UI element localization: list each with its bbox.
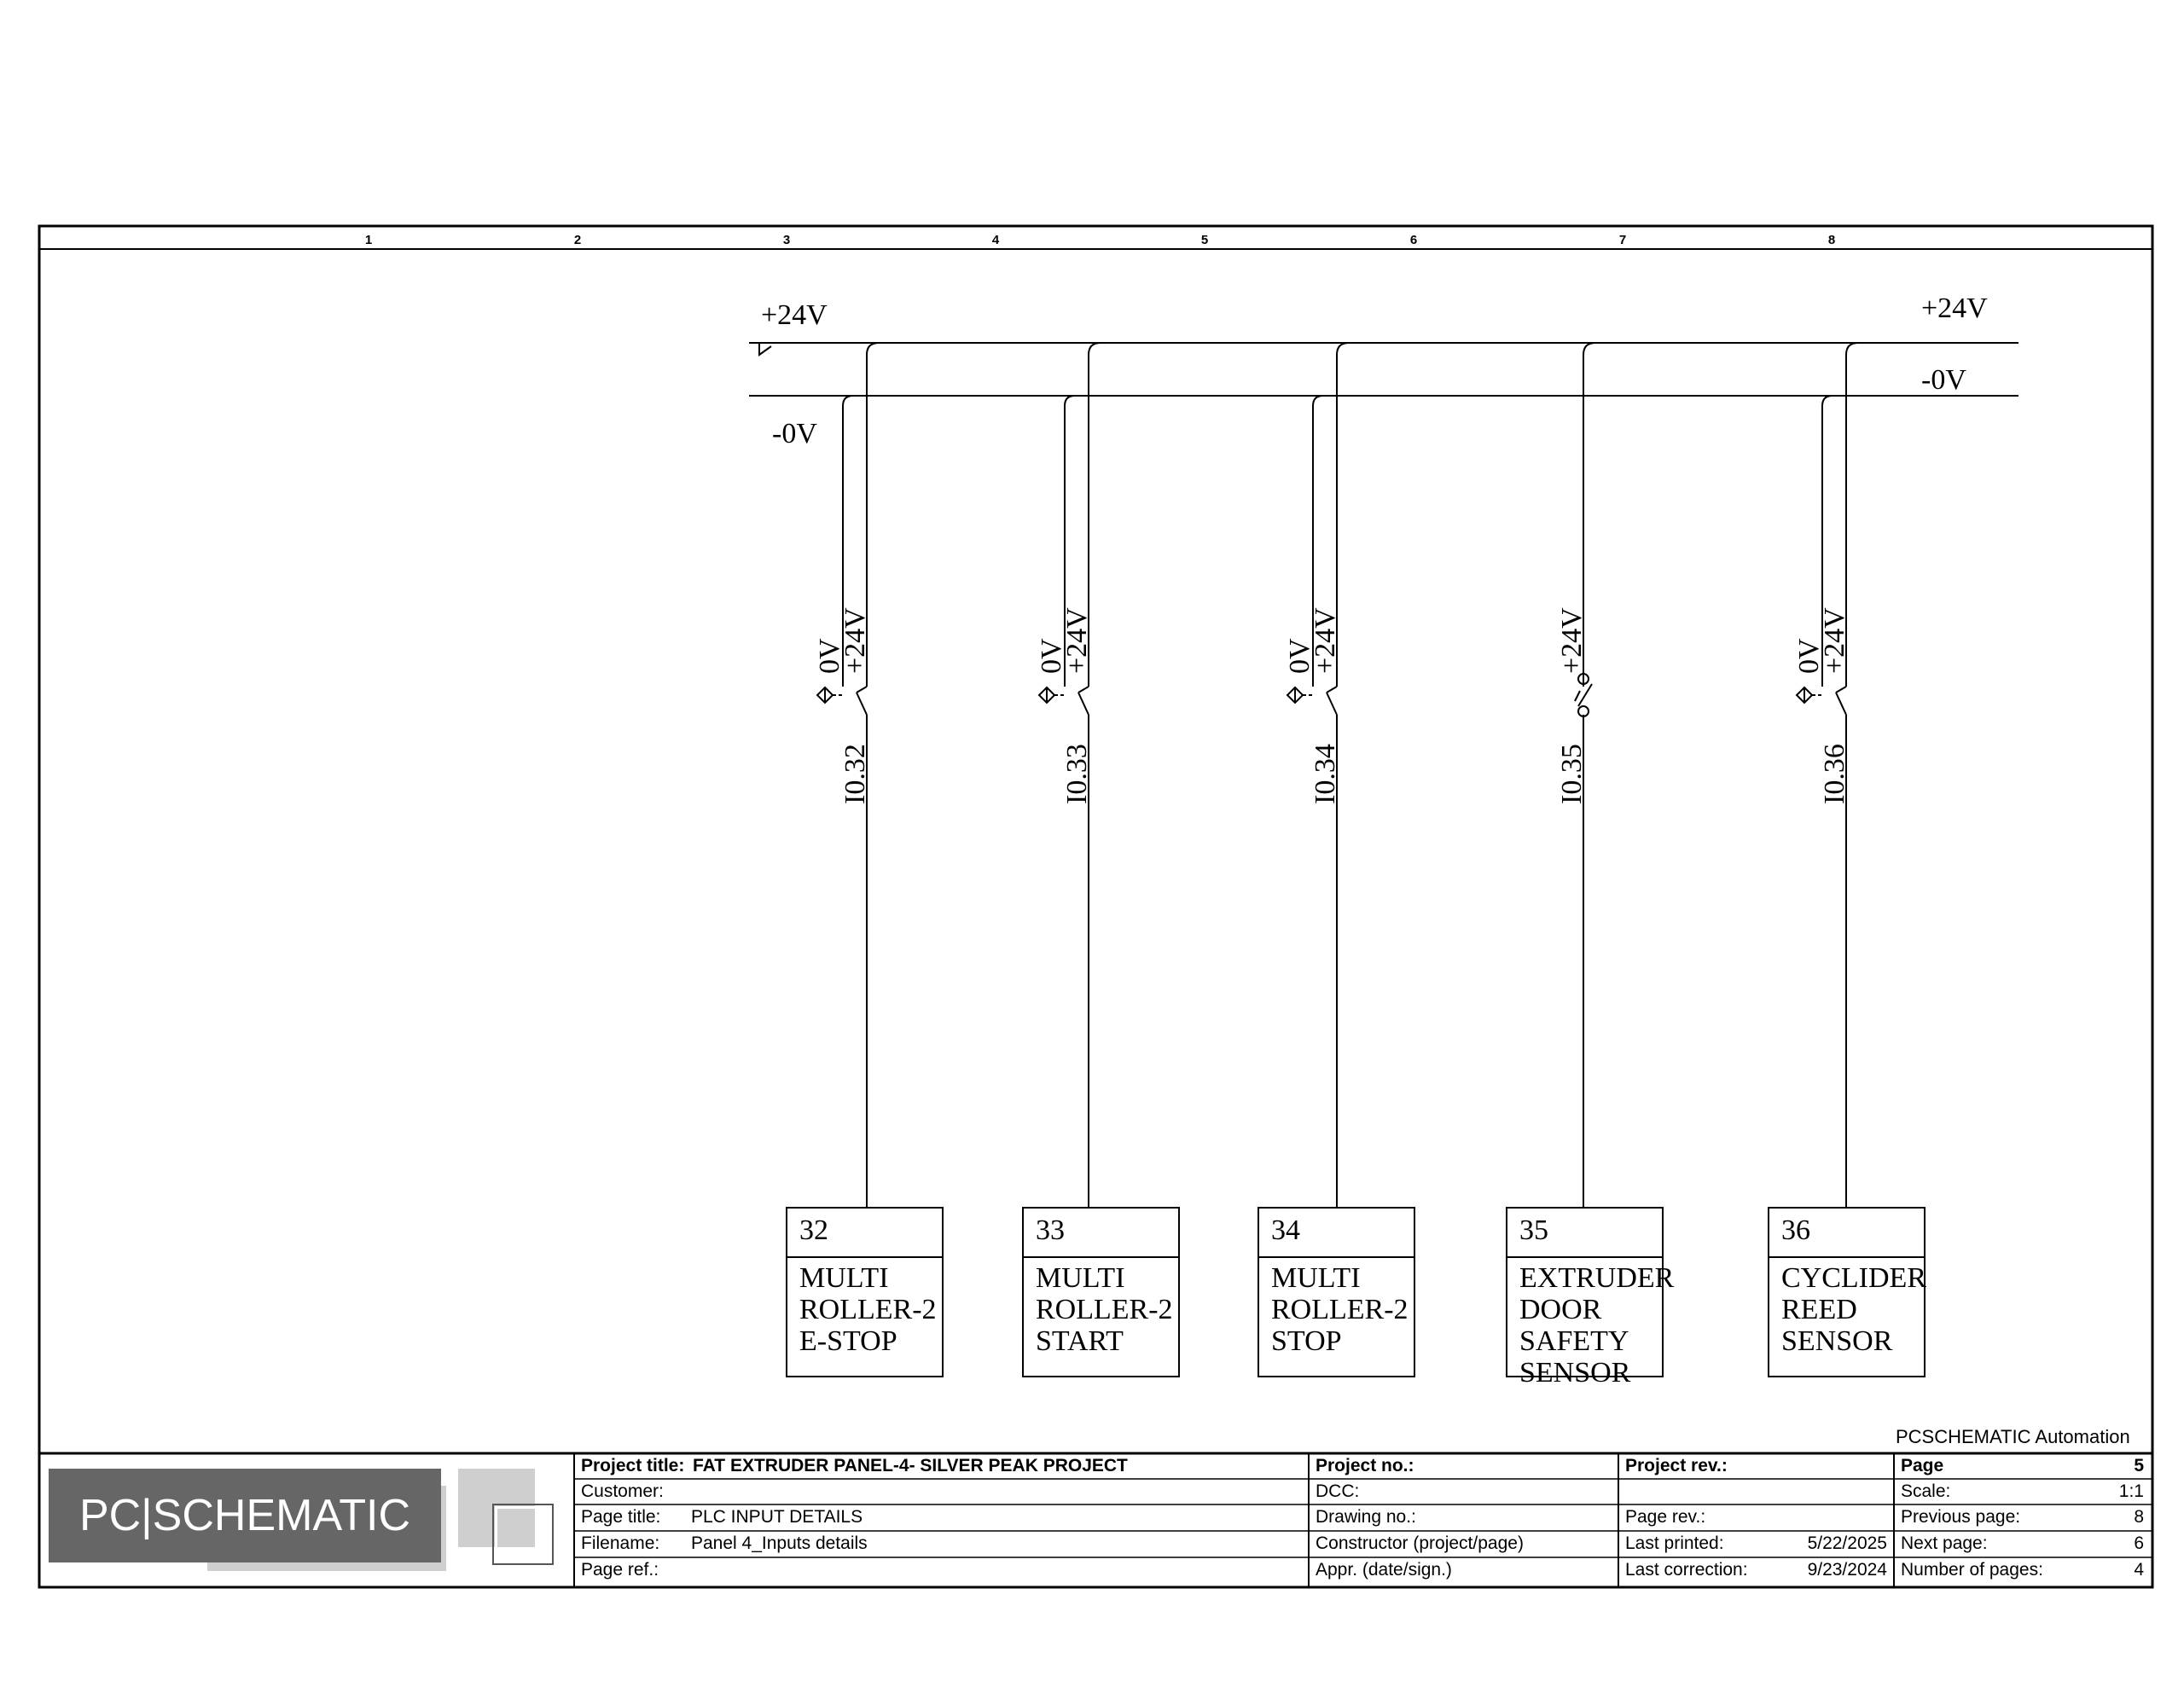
label-0v: 0V	[1284, 638, 1316, 674]
contact-blade	[857, 693, 867, 715]
last-correction-value: 9/23/2024	[1807, 1560, 1887, 1580]
label-0v: 0V	[1036, 638, 1067, 674]
terminal-description-line: START	[1036, 1325, 1124, 1357]
terminal-description-line: CYCLIDER	[1781, 1262, 1926, 1294]
last-printed-label: Last printed:	[1625, 1533, 1724, 1553]
input-address: I0.34	[1310, 744, 1341, 804]
scale-label: Scale:	[1901, 1481, 1951, 1501]
terminal-number: 33	[1036, 1215, 1065, 1246]
input-circuits	[787, 343, 1926, 1388]
dcc-label: DCC:	[1316, 1481, 1360, 1501]
drawing-frame	[39, 226, 2152, 1587]
input-address: I0.33	[1061, 744, 1093, 804]
terminal-description-line: E-STOP	[799, 1325, 897, 1357]
power-rails	[749, 343, 2018, 396]
switch-lever-tick	[1575, 691, 1580, 701]
terminal-description-line: SENSOR	[1519, 1357, 1631, 1388]
page-rev-label: Page rev.:	[1625, 1507, 1706, 1527]
input-address: I0.32	[839, 744, 871, 804]
project-no-label: Project no.:	[1316, 1456, 1414, 1475]
terminal-description-line: REED	[1781, 1294, 1857, 1325]
scale-value: 1:1	[2118, 1481, 2144, 1501]
column-number: 4	[991, 233, 1000, 247]
last-printed-value: 5/22/2025	[1807, 1533, 1887, 1553]
contact-blade-top	[857, 687, 867, 693]
next-page-value: 6	[2134, 1533, 2144, 1553]
project-title: FAT EXTRUDER PANEL-4- SILVER PEAK PROJECT	[693, 1456, 1128, 1475]
filename: Panel 4_Inputs details	[691, 1533, 868, 1553]
contact-blade	[1078, 693, 1089, 715]
label-24v: +24V	[1819, 607, 1850, 674]
next-page-label: Next page:	[1901, 1533, 1988, 1553]
rail-24v-label-right: +24V	[1921, 293, 1988, 324]
terminal-description-line: SAFETY	[1519, 1325, 1629, 1357]
label-0v: 0V	[814, 638, 845, 674]
page-label: Page	[1901, 1456, 1944, 1475]
previous-page-label: Previous page:	[1901, 1507, 2021, 1527]
label-24v: +24V	[1310, 607, 1341, 674]
contact-blade-top	[1327, 687, 1337, 693]
terminal-description-line: ROLLER-2	[1271, 1294, 1409, 1325]
terminal-number: 36	[1781, 1215, 1810, 1246]
input-address: I0.35	[1556, 744, 1588, 804]
page-title-label: Page title:	[581, 1507, 661, 1527]
rail-0v-label-right: -0V	[1921, 364, 1966, 396]
label-0v: 0V	[1793, 638, 1825, 674]
column-number: 1	[364, 233, 373, 247]
terminal-number: 32	[799, 1215, 828, 1246]
terminal-description-line: MULTI	[1271, 1262, 1361, 1294]
drawing-no-label: Drawing no.:	[1316, 1507, 1416, 1527]
terminal-description-line: EXTRUDER	[1519, 1262, 1675, 1294]
terminal-number: 34	[1271, 1215, 1300, 1246]
column-number: 2	[573, 233, 582, 247]
approval-label: Appr. (date/sign.)	[1316, 1560, 1452, 1580]
number-of-pages-value: 4	[2134, 1560, 2144, 1580]
column-number: 8	[1827, 233, 1836, 247]
project-title-label: Project title:	[581, 1456, 685, 1475]
contact-blade	[1327, 693, 1337, 715]
column-number: 7	[1618, 233, 1627, 247]
column-number: 6	[1409, 233, 1418, 247]
terminal-description-line: DOOR	[1519, 1294, 1602, 1325]
contact-blade-top	[1836, 687, 1846, 693]
terminal-description-line: MULTI	[1036, 1262, 1125, 1294]
terminal-description-line: ROLLER-2	[799, 1294, 937, 1325]
page-title: PLC INPUT DETAILS	[691, 1507, 863, 1527]
label-24v: +24V	[1556, 607, 1588, 674]
switch-lever	[1578, 684, 1592, 706]
filename-label: Filename:	[581, 1533, 660, 1553]
last-correction-label: Last correction:	[1625, 1560, 1748, 1580]
customer-label: Customer:	[581, 1481, 664, 1501]
rail-24v-label-left: +24V	[761, 299, 828, 331]
terminal-description-line: STOP	[1271, 1325, 1342, 1357]
terminal-description-line: ROLLER-2	[1036, 1294, 1173, 1325]
contact-blade-top	[1078, 687, 1089, 693]
column-number: 5	[1200, 233, 1209, 247]
column-number: 3	[782, 233, 791, 247]
constructor-label: Constructor (project/page)	[1316, 1533, 1524, 1553]
logo-text: PC|SCHEMATIC	[78, 1491, 411, 1540]
rail-0v-label-left: -0V	[772, 418, 817, 449]
vendor-label: PCSCHEMATIC Automation	[1896, 1426, 2130, 1447]
terminal-description-line: MULTI	[799, 1262, 889, 1294]
previous-page-value: 8	[2134, 1507, 2144, 1527]
terminal-number: 35	[1519, 1215, 1548, 1246]
number-of-pages-label: Number of pages:	[1901, 1560, 2043, 1580]
contact-blade	[1836, 693, 1846, 715]
terminal-description-line: SENSOR	[1781, 1325, 1893, 1357]
column-numbers	[365, 233, 1835, 247]
page-ref-label: Page ref.:	[581, 1560, 659, 1580]
pcschematic-logo	[45, 1469, 557, 1575]
project-rev-label: Project rev.:	[1625, 1456, 1728, 1475]
page-value: 5	[2134, 1456, 2144, 1475]
label-24v: +24V	[1061, 607, 1093, 674]
input-address: I0.36	[1819, 744, 1850, 804]
label-24v: +24V	[839, 607, 871, 674]
